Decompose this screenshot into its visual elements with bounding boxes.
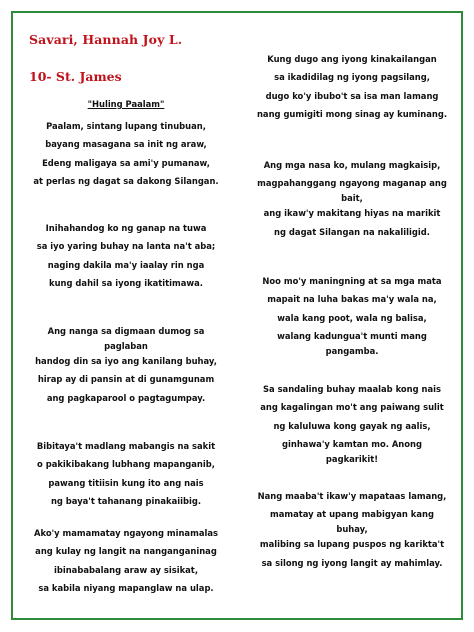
stanza bbox=[239, 272, 465, 358]
stanza bbox=[239, 50, 465, 124]
poem-line: buhay, bbox=[336, 524, 368, 534]
poem-line: handog din sa iyo ang kanilang buhay, bbox=[35, 355, 217, 366]
poem-line: Kung dugo ang iyong kinakailangan bbox=[267, 53, 437, 64]
poem-line: mamatay at upang mabigyan kang bbox=[270, 509, 434, 519]
poem-line: mapait na luha bakas ma'y wala na, bbox=[267, 294, 437, 304]
poem-line: paglaban bbox=[104, 340, 148, 351]
poem-line: malibing sa lupang puspos ng karikta't bbox=[259, 539, 445, 549]
poem-line: Ang nanga sa digmaan dumog sa bbox=[47, 325, 205, 336]
poem-line: Inihahandog ko ng ganap na tuwa bbox=[45, 222, 207, 233]
author-name: Savari, Hannah Joy L. bbox=[29, 32, 183, 47]
poem-line: ginhawa'y kamtan mo. Anong bbox=[282, 439, 422, 449]
poem-line: Nang maaba't ikaw'y mapataas lamang, bbox=[257, 490, 447, 501]
poem-line: dugo ko'y ibubo't sa isa man lamang bbox=[265, 90, 439, 101]
stanza bbox=[13, 117, 239, 191]
poem-line: kung dahil sa iyong ikatitimawa. bbox=[49, 278, 203, 288]
poem-line: Ako'y mamamatay ngayong minamalas bbox=[34, 527, 218, 538]
poem-line: ng dagat Silangan na nakaliligid. bbox=[274, 226, 430, 237]
document-page bbox=[11, 11, 463, 620]
poem-line: at perlas ng dagat sa dakong Silangan. bbox=[33, 176, 219, 186]
poem-line: walang kadungua't munti mang bbox=[277, 331, 427, 341]
poem-line: Ang mga nasa ko, mulang magkaisip, bbox=[263, 159, 441, 170]
poem-line: hirap ay di pansin at di gunamgunam bbox=[37, 374, 215, 384]
poem-line: ang kagalingan mo't ang paiwang sulit bbox=[260, 402, 444, 412]
poem-line: sa iyo yaring buhay na lanta na't aba; bbox=[36, 241, 216, 251]
poem-line: Bibitaya't madlang mabangis na sakit bbox=[36, 440, 216, 451]
stanza bbox=[239, 156, 465, 242]
poem-line: ang ikaw'y makitang hiyas na marikit bbox=[263, 208, 441, 218]
poem-line: Sa sandaling buhay maalab kong nais bbox=[262, 383, 442, 394]
poem-line: ang pagkaparool o pagtagumpay. bbox=[46, 392, 206, 403]
poem-line: bayang masagana sa init ng araw, bbox=[45, 139, 207, 149]
class-section: 10- St. James bbox=[29, 69, 122, 84]
poem-line: Edeng maligaya sa ami'y pumanaw, bbox=[42, 157, 210, 168]
poem-line: pangamba. bbox=[325, 346, 379, 356]
poem-line: pagkarikit! bbox=[325, 454, 379, 464]
poem-title: "Huling Paalam" bbox=[87, 99, 165, 109]
poem-line: ng baya't tahanang pinakaiibig. bbox=[50, 496, 202, 506]
poem-line: bait, bbox=[341, 193, 363, 203]
poem-line: o pakikibakang lubhang mapanganib, bbox=[37, 459, 215, 469]
poem-line: nang gumigiti mong sinag ay kuminang. bbox=[256, 109, 448, 119]
poem-line: Noo mo'y maningning at sa mga mata bbox=[262, 275, 442, 286]
stanza bbox=[13, 219, 239, 293]
poem-line: sa kabila niyang mapanglaw na ulap. bbox=[38, 583, 214, 593]
poem-line: ibinababalang araw ay sisikat, bbox=[53, 564, 198, 575]
poem-line: wala kang poot, wala ng balisa, bbox=[277, 312, 427, 323]
poem-line: pawang titiisin kung ito ang nais bbox=[48, 477, 204, 488]
poem-line: naging dakila ma'y iaalay rin nga bbox=[47, 259, 205, 270]
stanza bbox=[239, 380, 465, 466]
stanza bbox=[13, 322, 239, 408]
poem-line: ang kulay ng langit na nanganganinag bbox=[35, 546, 217, 556]
poem-line: sa ikadidilag ng iyong pagsilang, bbox=[274, 72, 430, 82]
stanza bbox=[13, 437, 239, 511]
poem-line: magpahanggang ngayong maganap ang bbox=[257, 178, 447, 188]
poem-line: Paalam, sintang lupang tinubuan, bbox=[46, 120, 206, 131]
poem-line: ng kaluluwa kong gayak ng aalis, bbox=[273, 420, 431, 431]
stanza bbox=[239, 487, 465, 573]
stanza bbox=[13, 524, 239, 598]
poem-line: sa silong ng iyong langit ay mahimlay. bbox=[261, 557, 443, 568]
